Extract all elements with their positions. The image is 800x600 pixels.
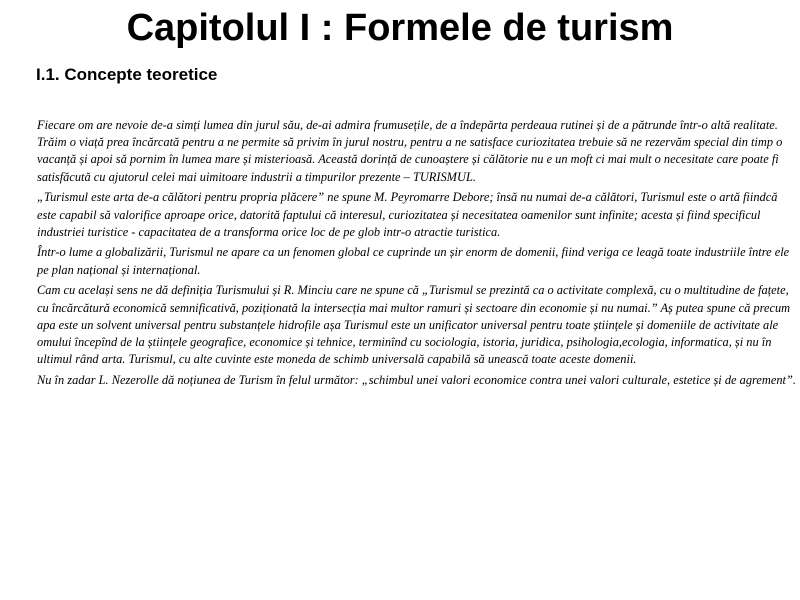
paragraph-1: Fiecare om are nevoie de-a simți lumea din jurul său, de-ai admira frumusețile, de a îndepărta perdeaua rutinei și de a pătrunde într-o altă realitate. Trăim o viață prea încărcată pentru a ne permite să privim în jurul nostru, pentru a ne satisface curiozitatea trebuie să ne rezervăm special din timp o vacanță și apoi să pornim în lumea mare și misterioasă. Această dorință de cunoaștere și călătorie nu e un moft ci mai mult o necesitate care poate fi satisfăcută cu ajutorul celei mai uimitoare industrii a timpurilor prezente – TURISMUL. bbox=[37, 118, 783, 184]
paragraph-4: Cam cu același sens ne dă definiția Turismului și R. Minciu care ne spune că „Turismul se prezintă ca o activitate complexă, cu o multitudine de fațete, cu încărcătură economică semnificativă, poziționată la intersecția mai multor ramuri și sectoare din economie și nu numai.” Aș putea spune că precum apa este un solvent universal pentru substanțele hidrofile așa Turismul este un unificator universal pentru toate științele și domeniile de activitate ale omului începînd de la științele geografice, economice și tehnice, terminînd cu sociologia, istoria, juridica, psihologia,ecologia, informatica, și nu în ultimul rând arta. Turismul, cu alte cuvinte este moneda de schimb universală capabilă să unească toate aceste domenii. bbox=[37, 283, 791, 367]
body-text bbox=[37, 117, 799, 393]
section-heading: I.1. Concepte teoretice bbox=[36, 65, 218, 84]
paragraph-5: Nu în zadar L. Nezerolle dă noțiunea de Turism în felul următor: „schimbul unei valori economice contra unei valori culturale, estetice și de agrement”. bbox=[37, 372, 796, 387]
paragraph-2: „Turismul este arta de-a călători pentru propria plăcere” ne spune M. Peyromarre Debore; însă nu numai de-a călători, Turismul este o artă fiindcă este capabil să valorifice aproape orice, datorită faptului că interesul, curiozitatea și necesitatea oamenilor sunt infinite; acesta și fiind specificul industriei turistice - capacitatea de a transforma orice loc de pe glob intr-o atractie turistica. bbox=[37, 190, 778, 239]
paragraph-3: Într-o lume a globalizării, Turismul ne apare ca un fenomen global ce cuprinde un șir enorm de domenii, fiind veriga ce leagă toate industriile între ele pe plan național și internațional. bbox=[37, 245, 790, 277]
slide-title: Capitolul I : Formele de turism bbox=[126, 7, 674, 49]
